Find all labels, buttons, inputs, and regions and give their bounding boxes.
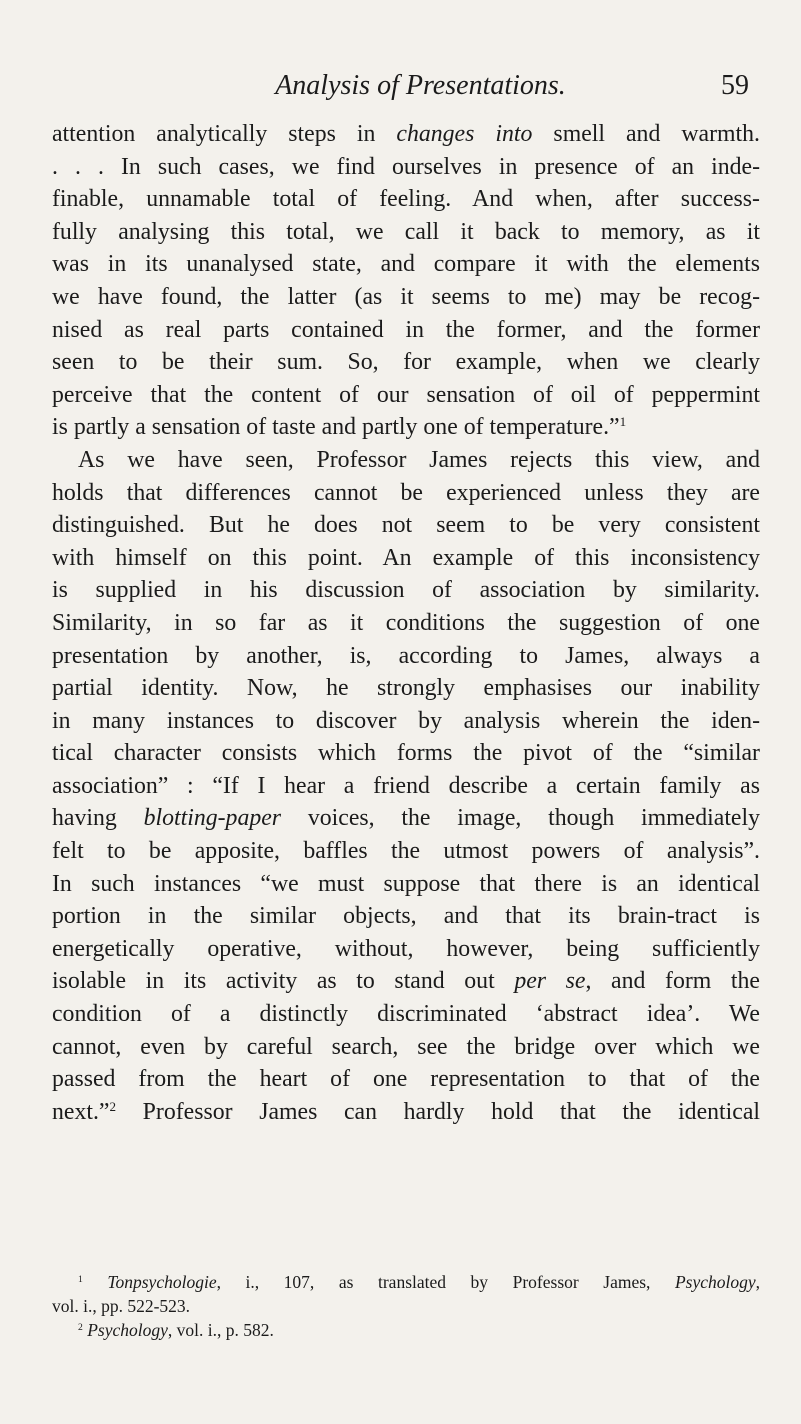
text-line: felt to be apposite, baffles the utmost powers of analysis”. [52,838,760,865]
footnotes [52,1270,760,1342]
footnote-line: $^1$ Tonpsychologie, i., 107, as translated by Professor James, Psychology, [78,1272,761,1292]
text-line: condition of a distinctly discriminated ‘abstract idea’. We [52,1001,760,1028]
running-title: Analysis of Presentations. [275,70,566,101]
text-line: association” : “If I hear a friend describe a certain family as [52,772,760,799]
text-line: . . . In such cases, we find ourselves in presence of an inde- [52,153,760,180]
text-line: holds that differences cannot be experienced unless they are [52,479,760,506]
text-line: partial identity. Now, he strongly emphasises our inability [52,675,760,702]
text-line: fully analysing this total, we call it back to memory, as it [52,218,760,245]
text-line: having blotting-paper voices, the image, though immediately [52,805,761,832]
text-line: isolable in its activity as to stand out per se, and form the [52,968,760,995]
text-line: next.”$^2$ Professor James can hardly hold that the identical [52,1098,760,1125]
text-line: energetically operative, without, however, being sufficiently [52,935,760,962]
text-line: is supplied in his discussion of association by similarity. [52,577,760,604]
text-line: nised as real parts contained in the former, and the former [52,316,760,343]
text-line: cannot, even by careful search, see the bridge over which we [52,1033,760,1060]
text-line: perceive that the content of our sensation of oil of peppermint [52,381,760,408]
text-line: attention analytically steps in changes into smell and warmth. [52,121,761,147]
text-line: finable, unnamable total of feeling. And when, after success- [52,186,760,213]
text-line: was in its unanalysed state, and compare it with the elements [52,251,760,278]
text-line: with himself on this point. An example of this inconsistency [52,544,760,571]
text-line: portion in the similar objects, and that its brain-tract is [52,903,760,930]
text-line: we have found, the latter (as it seems to me) may be recog- [52,283,760,310]
text-line: is partly a sensation of taste and partly one of temperature.”$^1$ [52,414,627,441]
text-line: distinguished. But he does not seem to be very consistent [52,512,760,539]
text-line: passed from the heart of one representation to that of the [52,1066,760,1093]
text-line: As we have seen, Professor James rejects this view, and [78,446,760,473]
text-line: Similarity, in so far as it conditions the suggestion of one [52,609,760,636]
page-number: 59 [721,70,749,101]
page-header [0,70,801,110]
text-line: tical character consists which forms the pivot of the “similar [52,740,760,767]
text-line: In such instances “we must suppose that there is an identical [52,870,760,897]
text-line: presentation by another, is, according to James, always a [52,642,760,669]
text-line: seen to be their sum. So, for example, when we clearly [52,349,760,376]
text-line: in many instances to discover by analysis wherein the iden- [52,707,760,734]
footnote-line: $^2$ Psychology, vol. i., p. 582. [78,1320,274,1340]
body-text [52,118,760,1128]
footnote-line: vol. i., pp. 522-523. [52,1296,191,1316]
